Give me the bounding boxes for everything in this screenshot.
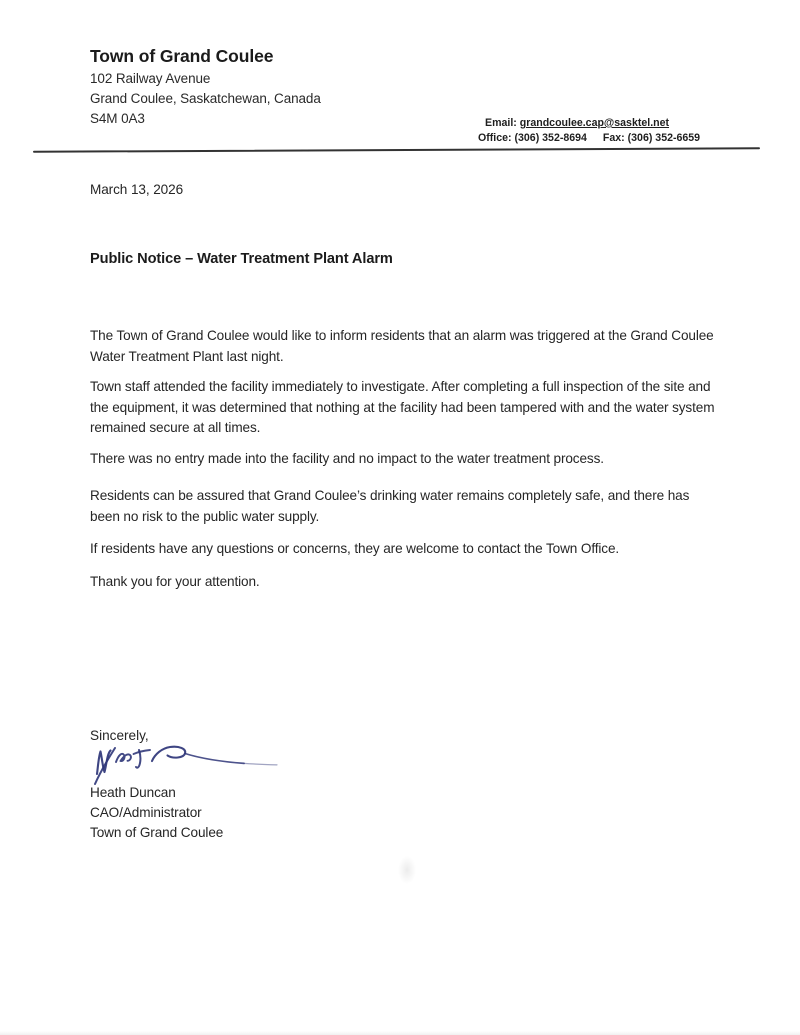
signature-stroke (134, 750, 151, 754)
contact-email-label: Email: (485, 117, 517, 129)
paragraph: Town staff attended the facility immediately to investigate. After completing a full inspection of the site and the equipment, it was determined that nothing at the facility had been tampered with and the water system remained secure at all times. (90, 379, 715, 435)
signature-stroke (152, 747, 185, 761)
paragraph: There was no entry made into the facility and no impact to the water treatment process. (90, 451, 604, 466)
letter-date: March 13, 2026 (90, 182, 184, 197)
contact-email-line (478, 116, 700, 131)
paragraph: Residents can be assured that Grand Coulee’s drinking water remains completely safe, and there has been no risk to the public water supply. (90, 488, 690, 524)
scan-bottom-edge (0, 1031, 800, 1035)
signer-org: Town of Grand Coulee (90, 825, 224, 840)
contact-email: grandcoulee.cap@sasktel.net (519, 117, 670, 129)
signature-stroke (185, 754, 244, 764)
paragraph: If residents have any questions or concerns, they are welcome to contact the Town Office. (90, 541, 620, 556)
contact-office: Office: (306) 352-8694 (478, 132, 587, 144)
handwritten-signature (89, 741, 279, 787)
signature-stroke (116, 754, 131, 762)
paragraph: Thank you for your attention. (90, 574, 260, 589)
signature-stroke (244, 763, 277, 765)
scan-smudge (398, 856, 416, 884)
signature-stroke (97, 751, 111, 775)
signer-name: Heath Duncan (90, 785, 176, 800)
paragraph: The Town of Grand Coulee would like to inform residents that an alarm was triggered at the Grand Coulee Water Treatment Plant last night. (90, 328, 714, 364)
address-line: 102 Railway Avenue (90, 71, 211, 86)
closing-salutation: Sincerely, (90, 728, 149, 743)
letterhead-rule (33, 147, 760, 153)
contact-phone-line (478, 131, 700, 146)
signer-title: CAO/Administrator (90, 805, 202, 820)
letterhead-address (90, 69, 321, 129)
letterhead-contact (478, 116, 700, 146)
address-line: Grand Coulee, Saskatchewan, Canada (90, 91, 321, 106)
letterhead-org-name: Town of Grand Coulee (90, 46, 274, 66)
letter-subject: Public Notice – Water Treatment Plant Alarm (90, 251, 393, 267)
contact-fax: Fax: (306) 352-6659 (602, 132, 701, 144)
address-line: S4M 0A3 (90, 111, 145, 126)
signature-block (90, 783, 223, 843)
